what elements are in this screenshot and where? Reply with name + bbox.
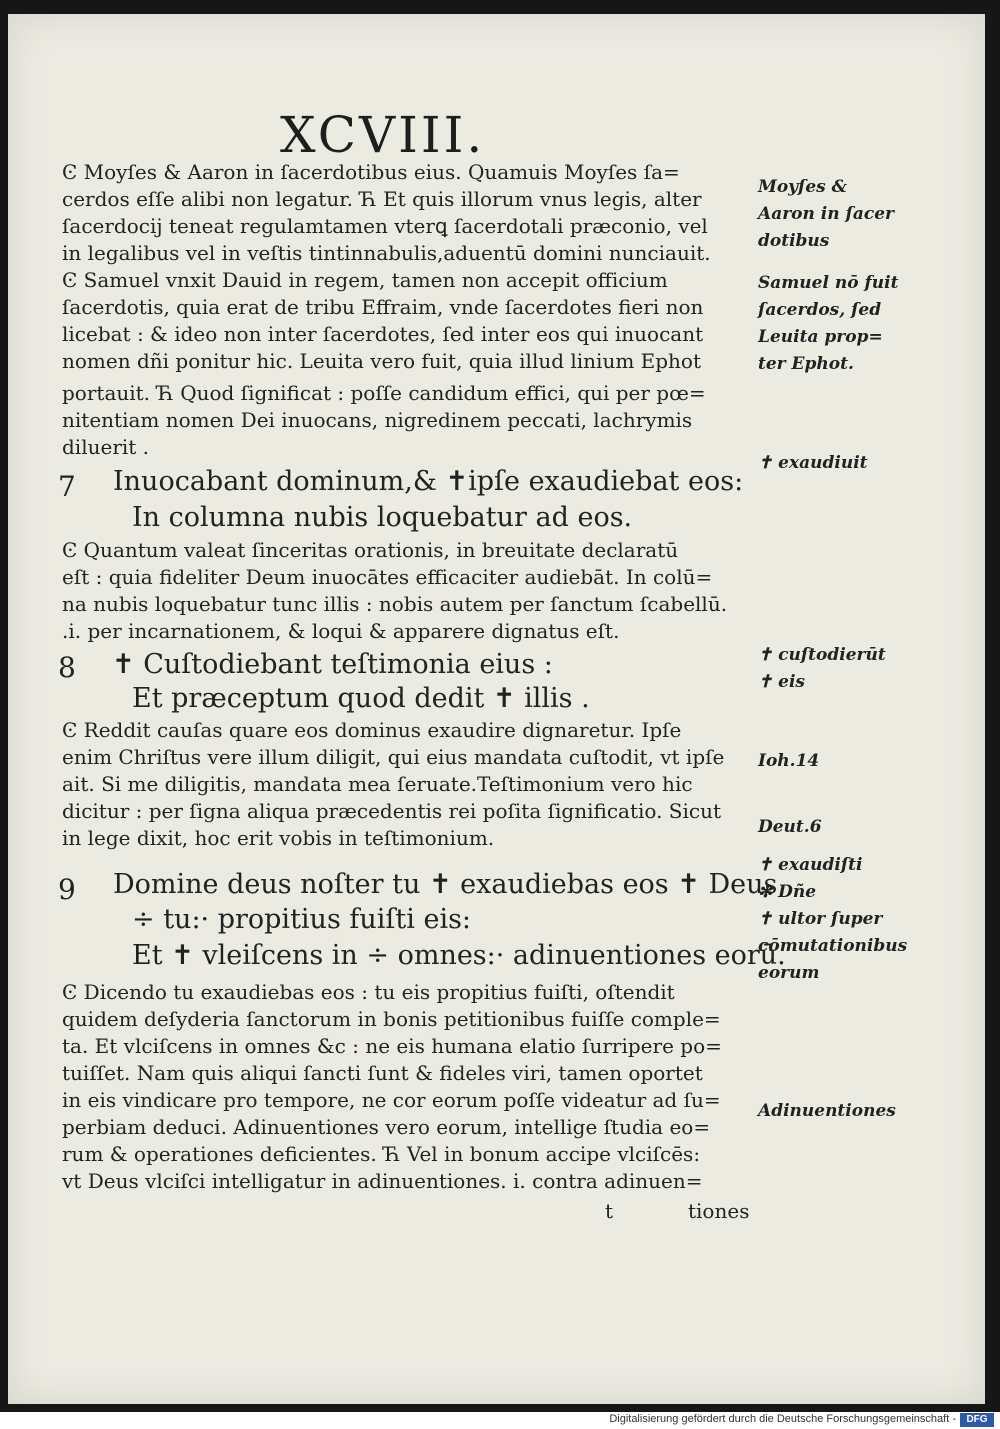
verse-number: 8 — [58, 651, 76, 684]
commentary-line: portauit. Ћ Quod ſignificat : poſſe candidum effici, qui per pœ= — [62, 381, 706, 405]
commentary-line: rum & operationes deficientes. Ћ Vel in bonum accipe vlciſcēs: — [62, 1142, 701, 1166]
commentary-line: vt Deus vlciſci intelligatur in adinuentiones. i. contra adinuen= — [62, 1169, 703, 1193]
commentary-line: perbiam deduci. Adinuentiones vero eorum, intellige ſtudia eo= — [62, 1115, 711, 1139]
psalm-verse-line: Et præceptum quod dedit ✝ illis . — [132, 683, 590, 714]
verse-number: 7 — [58, 470, 76, 503]
psalm-verse-line: Inuocabant dominum,& ✝ipſe exaudiebat eos: — [113, 466, 744, 497]
commentary-line: ſacerdocij teneat regulamtamen vterꝗ ſacerdotali præconio, vel — [62, 214, 708, 238]
commentary-line: dicitur : per ſigna aliqua præcedentis rei poſita ſignificatio. Sicut — [62, 799, 722, 823]
commentary-line: nitentiam nomen Dei inuocans, nigredinem peccati, lachrymis — [62, 408, 693, 432]
psalm-verse-line: ÷ tu:· propitius fuiſti eis: — [132, 904, 472, 935]
psalm-verse-line: In columna nubis loquebatur ad eos. — [132, 502, 633, 533]
dfg-logo: DFG — [960, 1413, 994, 1427]
margin-note: Deut.6 — [758, 817, 822, 837]
commentary-line: na nubis loquebatur tunc illis : nobis autem per ſanctum ſcabellū. — [62, 592, 728, 616]
psalm-verse-line: Domine deus noſter tu ✝ exaudiebas eos ✝ Deus — [113, 869, 778, 900]
commentary-line: ſacerdotis, quia erat de tribu Effraim, vnde ſacerdotes fieri non — [62, 295, 704, 319]
commentary-line: Ͼ Moyſes & Aaron in ſacerdotibus eius. Quamuis Moyſes ſa= — [62, 160, 680, 184]
verse-number: 9 — [58, 873, 76, 906]
commentary-line: in legalibus vel in veſtis tintinnabulis,aduentū domini nunciauit. — [62, 241, 711, 265]
margin-note: ✝ exaudiuit — [758, 453, 868, 473]
commentary-line: ta. Et vlciſcens in omnes &c : ne eis humana elatio ſurripere po= — [62, 1034, 722, 1058]
catchword-right: tiones — [688, 1199, 750, 1223]
commentary-line: licebat : & ideo non inter ſacerdotes, ſed inter eos qui inuocant — [62, 322, 704, 346]
commentary-line: .i. per incarnationem, & loqui & apparere dignatus eſt. — [62, 619, 620, 643]
commentary-line: eſt : quia fideliter Deum inuocātes efficaciter audiebāt. In colū= — [62, 565, 713, 589]
psalm-verse-line: Et ✝ vleiſcens in ÷ omnes:· adinuentiones eorū. — [132, 940, 786, 971]
margin-note: ſacerdos, ſed — [758, 300, 882, 320]
commentary-line: ait. Si me diligitis, mandata mea ſeruate.Teſtimonium vero hic — [62, 772, 693, 796]
margin-note: Samuel nō fuit — [758, 273, 899, 293]
margin-note: dotibus — [758, 231, 830, 251]
commentary-line: Ͼ Reddit cauſas quare eos dominus exaudire dignaretur. Ipſe — [62, 718, 682, 742]
commentary-line: Ͼ Samuel vnxit Dauid in regem, tamen non accepit officium — [62, 268, 668, 292]
psalm-verse-line: ✝ Cuſtodiebant teſtimonia eius : — [112, 649, 553, 680]
margin-note: Ioh.14 — [758, 751, 820, 771]
commentary-line: diluerit . — [62, 435, 150, 459]
margin-note: ✝ ultor ſuper — [758, 909, 883, 929]
commentary-line: quidem deſyderia ſanctorum in bonis petitionibus fuiſſe comple= — [62, 1007, 721, 1031]
margin-note: ✝ eis — [758, 672, 806, 692]
commentary-line: in eis vindicare pro tempore, ne cor eorum poſſe videatur ad ſu= — [62, 1088, 721, 1112]
commentary-line: tuiſſet. Nam quis aliqui ſancti ſunt & fideles viri, tamen oportet — [62, 1061, 703, 1085]
commentary-line: Ͼ Dicendo tu exaudiebas eos : tu eis propitius fuiſti, oſtendit — [62, 980, 675, 1004]
margin-note: Leuita prop= — [758, 327, 883, 347]
catchword-left: t — [605, 1199, 614, 1223]
commentary-line: nomen dñi ponitur hic. Leuita vero fuit, quia illud linium Ephot — [62, 349, 702, 373]
margin-note: ✝ exaudiſti — [758, 855, 863, 875]
margin-note: ✻ Dñe — [758, 882, 817, 902]
margin-note: Moyſes & — [758, 177, 848, 197]
folio-number: XCVIII. — [280, 106, 486, 164]
margin-note: Adinuentiones — [758, 1101, 896, 1121]
commentary-line: in lege dixit, hoc erit vobis in teſtimonium. — [62, 826, 495, 850]
margin-note: Aaron in ſacer — [758, 204, 894, 224]
margin-note: cōmutationibus — [758, 936, 908, 956]
margin-note: ter Ephot. — [758, 354, 854, 374]
digitization-credit: Digitalisierung gefördert durch die Deutsche Forschungsgemeinschaft - — [609, 1413, 956, 1425]
commentary-line: enim Chriſtus vere illum diligit, qui eius mandata cuſtodit, vt ipſe — [62, 745, 725, 769]
commentary-line: cerdos eſſe alibi non legatur. Ћ Et quis illorum vnus legis, alter — [62, 187, 702, 211]
margin-note: eorum — [758, 963, 820, 983]
margin-note: ✝ cuſtodierūt — [758, 645, 886, 665]
commentary-line: Ͼ Quantum valeat ſinceritas orationis, in breuitate declaratū — [62, 538, 679, 562]
